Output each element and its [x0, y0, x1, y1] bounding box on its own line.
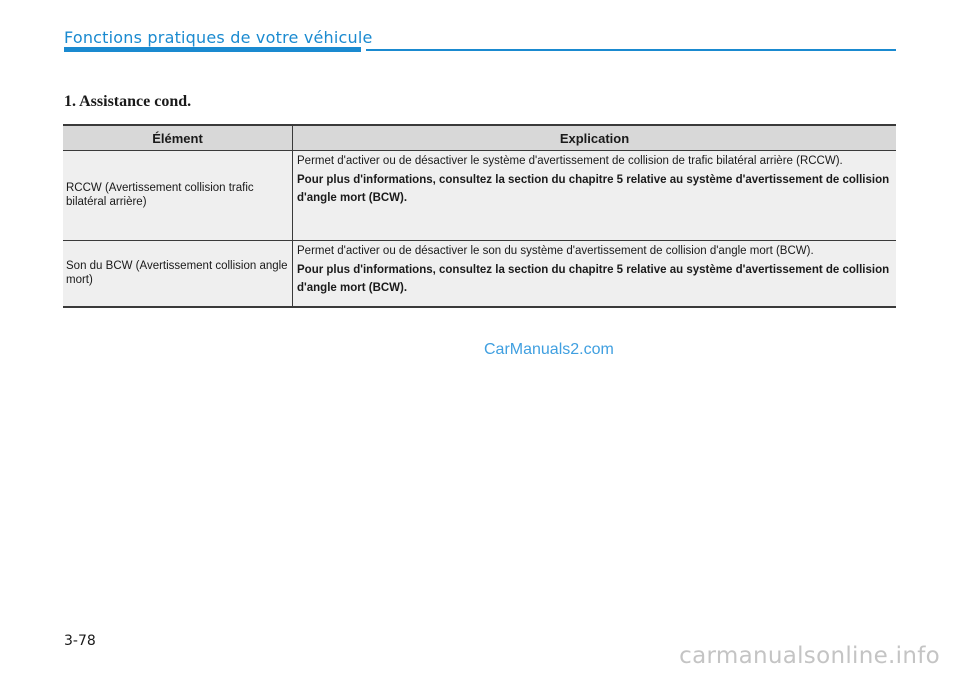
table-header-row — [63, 125, 896, 151]
table-row — [63, 241, 896, 308]
column-header-explanation: Explication — [293, 125, 897, 151]
explanation-text: Permet d'activer ou de désactiver le système d'avertissement de collision de trafic bilatéral arrière (RCCW). — [297, 155, 843, 167]
item-cell: Son du BCW (Avertissement collision angle mort) — [63, 241, 293, 308]
explanation-cell — [293, 151, 897, 241]
explanation-note: Pour plus d'informations, consultez la section du chapitre 5 relative au système d'avertissement de collision d'angle mort (BCW). — [297, 264, 890, 294]
table-row — [63, 151, 896, 241]
item-cell: RCCW (Avertissement collision trafic bilatéral arrière) — [63, 151, 293, 241]
column-header-item: Élément — [63, 125, 293, 151]
header-rule — [366, 49, 896, 51]
page-number: 3-78 — [64, 633, 96, 649]
chapter-title-underline — [64, 47, 361, 52]
settings-table — [63, 124, 896, 308]
chapter-title: Fonctions pratiques de votre véhicule — [64, 28, 373, 47]
explanation-cell — [293, 241, 897, 308]
explanation-text: Permet d'activer ou de désactiver le son du système d'avertissement de collision d'angle mort (BCW). — [297, 245, 814, 257]
watermark-link[interactable]: CarManuals2.com — [484, 341, 614, 358]
section-heading: 1. Assistance cond. — [64, 93, 192, 110]
explanation-note: Pour plus d'informations, consultez la section du chapitre 5 relative au système d'avertissement de collision d'angle mort (BCW). — [297, 174, 890, 204]
watermark-footer: carmanualsonline.info — [679, 643, 940, 669]
